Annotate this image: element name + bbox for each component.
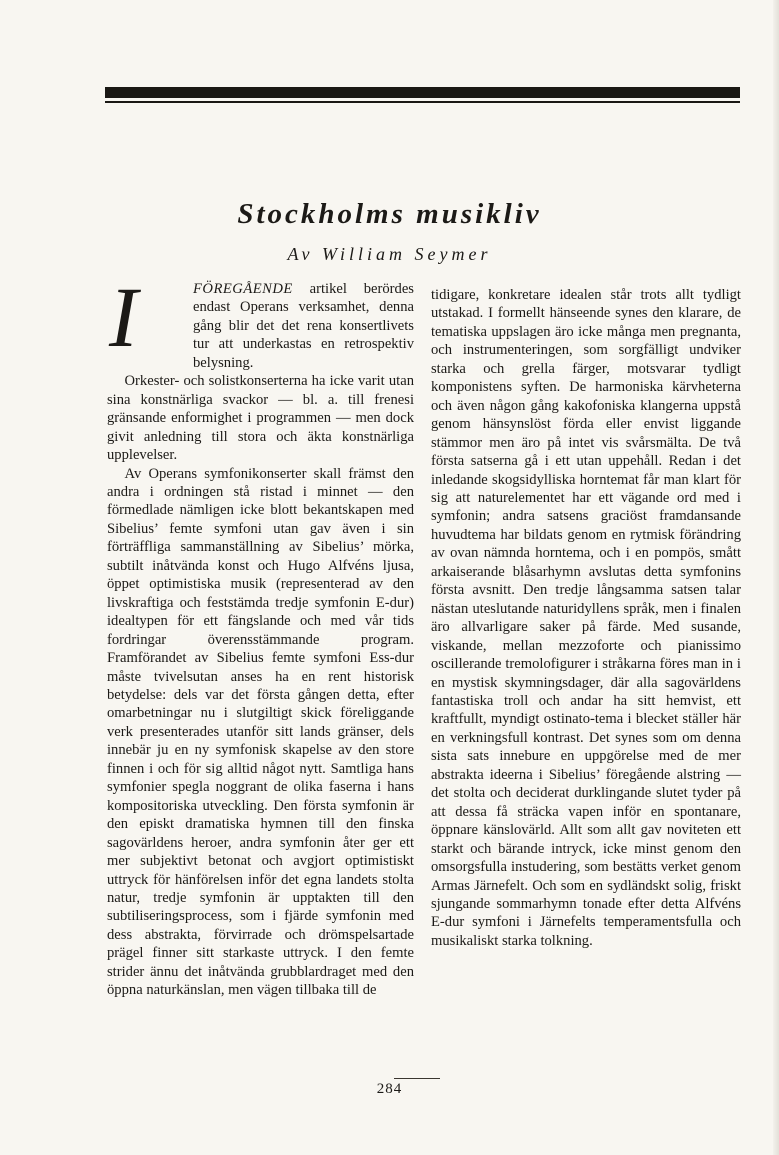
right-column: [431, 286, 741, 950]
page-number: 284: [376, 1081, 403, 1097]
paragraph-3: Av Operans symfonikonserter skall främst den andra i ordningen stå ristad i minnet — den förmedlade nämligen icke blott bekantskapen med Sibelius’ femte symfoni utan gav även i sin förträffliga sammanställning av Sibelius’ mörka, subtilt inåtvända konst och Hugo Alfvéns ljusa, öppet optimistiska musik (representerad av den livskraftiga och feststämda tredje symfonin E-dur) idealtypen för ett fängslande och med vår tids fordringar överensstämmande program. Framförandet av Sibelius femte symfoni Ess-dur måste tvivelsutan anses ha en rent historisk betydelse: dels var det första gången detta, efter omarbetningar nu i slutgiltigt skick föreliggande verk presenterades utanför sitt lands gränser, dels innebär ju en ny symfonisk skapelse av den store finnen i och för sig alltid något nytt. Samtliga hans symfonier spegla noggrant de olika faserna i hans kompositoriska utveckling. Den första symfonin är den episkt dramatiska hymnen till den finska sagovärldens heroer, andra symfonin åter ger ett mer subjektivt betonat och avgjort optimistiskt uttryck för hänförelsen inför det egna landets stolta natur, tredje symfonin är upptakten till den subtiliseringsprocess, som i fjärde symfonin med dess abstrakta, förvirrade och drömspelsartade prägel finner sitt starkaste uttryck. I den femte strider ännu det inåtvända grubblardraget med den öppna naturkänslan, men vägen tillbaka till de: [107, 465, 414, 999]
header-rule-thick: [105, 87, 740, 98]
article-title: Stockholms musikliv: [237, 198, 542, 230]
first-paragraph: [107, 269, 414, 372]
paragraph-2: Orkester- och solistkonserterna ha icke varit utan sina konstnärliga svackor — bl. a. till frenesi gränsande enformighet i programmen — men dock givit anledning till stora och äkta konstnärliga upplevelser.: [107, 373, 414, 464]
page-edge: [773, 0, 779, 1155]
lead-word: FÖREGÅENDE: [193, 281, 293, 297]
article-byline: Av William Seymer: [287, 244, 492, 264]
page-number-rule: [394, 1078, 440, 1079]
drop-cap: I: [109, 269, 138, 365]
paragraph-3-continued: tidigare, konkretare idealen står trots allt tydligt utstakad. I formellt hänseende synes den klarare, de tematiska uppslagen äro icke många men pregnanta, och instrumenteringen, som sorgfälligt undviker starka och grella färger, motsvarar tydligt komponistens syften. De harmoniska kärvheterna och även någon gång kakofoniska klangerna uppstå genom hänsynslöst förda eller envist liggande stämmor men äro på intet vis svårsmälta. De två första satserna gå i ett utan uppehåll. Redan i det inledande skogsidylliska horntemat får man klart för sig att naturelementet har ett vägande ord med i symfonin; andra satsens graciöst framdansande huvudtema har bildats genom en rytmisk förändring av ovan nämnda horntema, och i en pompös, smått arkaiserande blåsarhymn avslutas detta symfonins första avsnitt. Den tredje långsamma satsen talar nästan uteslutande naturidyllens språk, men i finalen äro allvarligare saker på färde. Med susande, viskande, mellan mezzoforte och pianissimo oscillerande tremolofigurer i stråkarna föres man in i en mystisk skymningsdager, där alla sagovärldens fantastiska troll och andar ha sitt hemvist, ett kraftfullt, myndigt ostinato-tema i blecket ställer här en verkningsfull kontrast. Det synes som om denna sista sats innebure en uppgörelse med de mer abstrakta ideerna i Sibelius’ föregående alstring — det stolta och deciderat durklingande slutet tyder på att dessa få sträcka vapen inför en spontanare, öppnare känslovärld. Allt som allt gav noviteten ett starkt och bärande intryck, icke minst genom den omsorgsfulla instudering, som bestätts verket genom Armas Järnefelt. Och som en sydländskt solig, friskt sjungande sommarhymn tonade efter detta Alfvéns E-dur symfoni i Järnefelts temperamentsfulla och musikaliskt starka tolkning.: [431, 287, 741, 949]
header-rule-thin: [105, 101, 740, 103]
first-paragraph-text: artikel berördes endast Operans verksamhet, denna gång blir det det rena konsertlivets tur att underkastas en retrospektiv belysning.: [193, 281, 414, 371]
left-column: [107, 269, 414, 1000]
